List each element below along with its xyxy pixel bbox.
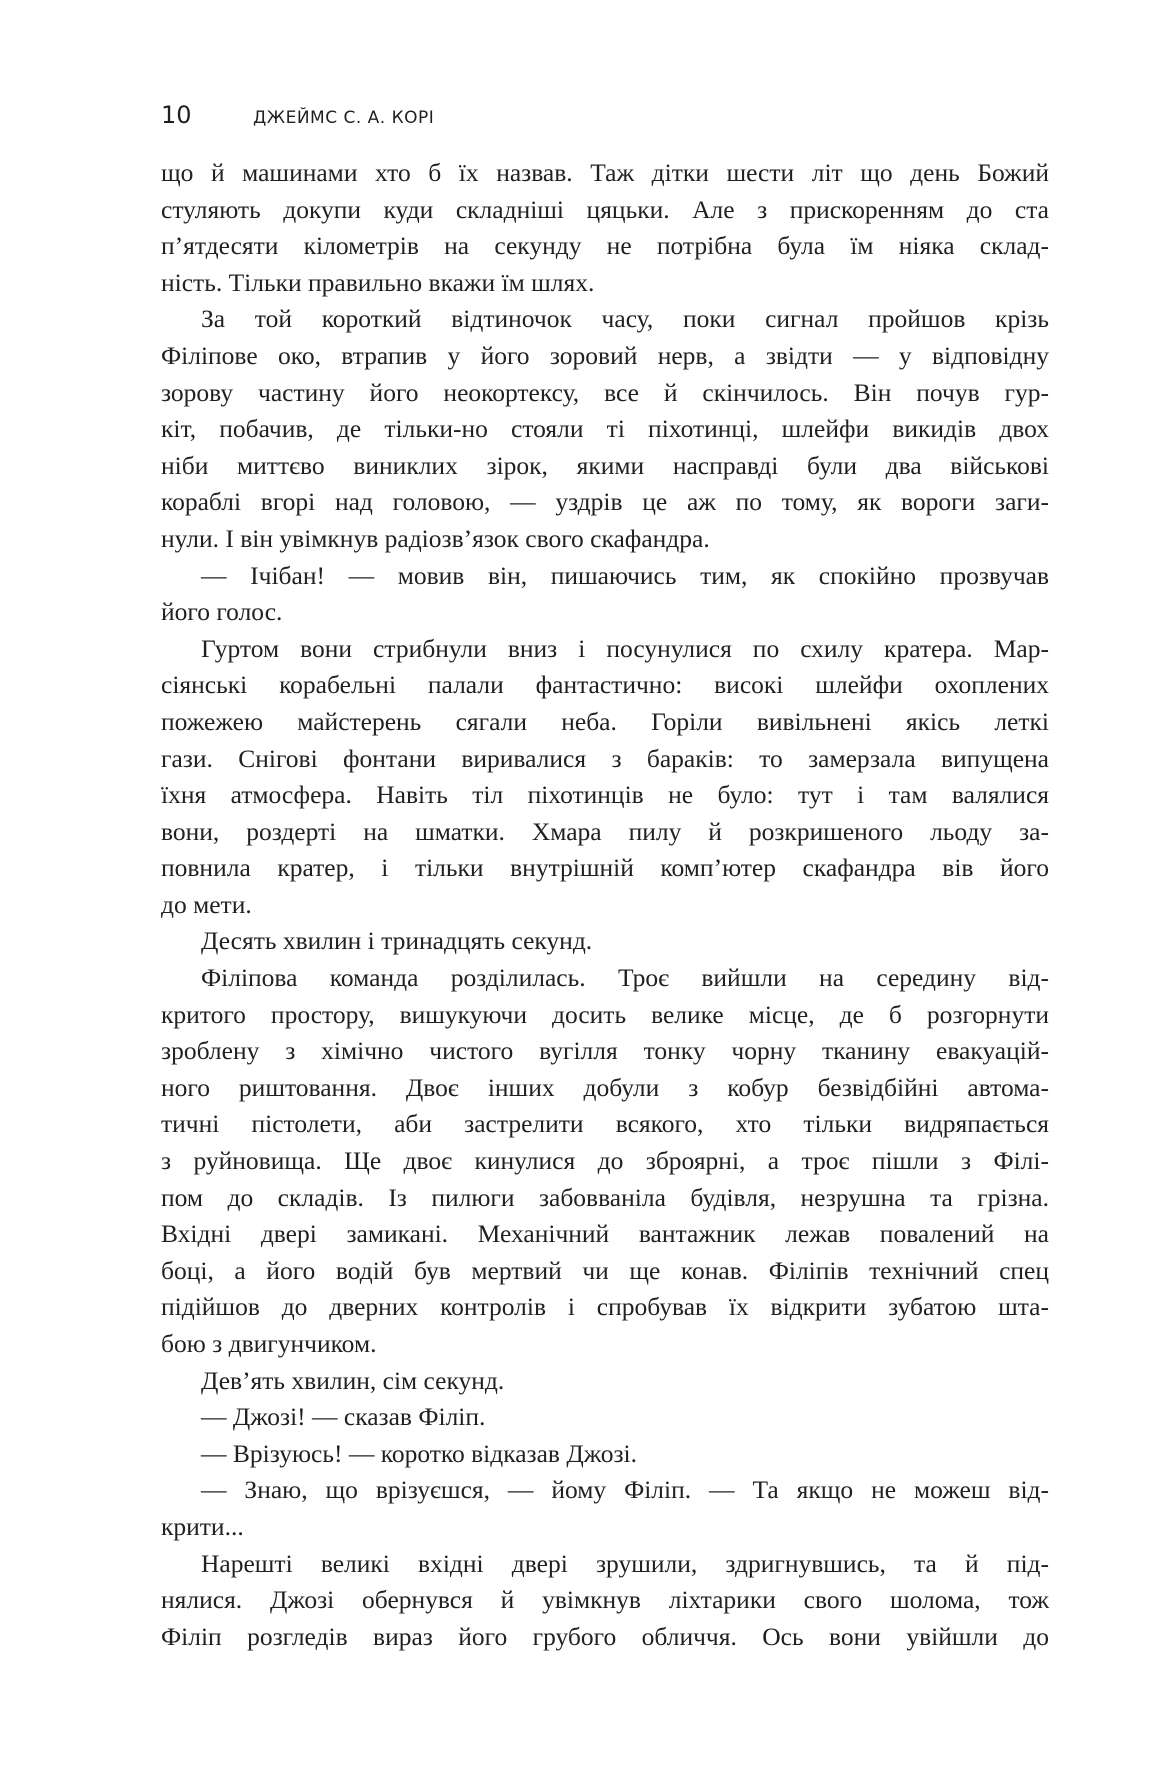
text-line: Філіпова команда розділилась. Троє вийшли на середину від- bbox=[201, 963, 1049, 993]
text-line: боці, а його водій був мертвий чи ще конав. Філіпів технічний спец bbox=[161, 1255, 1049, 1285]
text-line: пом до складів. Із пилюги забовваніла будівля, незрушна та грізна. bbox=[161, 1182, 1049, 1212]
text-line: зорову частину його неокортексу, все й скінчилось. Він почув гур- bbox=[161, 377, 1049, 407]
text-line: За той короткий відтиночок часу, поки сигнал пройшов крізь bbox=[201, 304, 1049, 334]
text-line: критого простору, вишукуючи досить велике місце, де б розгорнути bbox=[161, 999, 1049, 1029]
text-line: нялися. Джозі обернувся й увімкнув ліхтарики свого шолома, тож bbox=[161, 1585, 1049, 1615]
text-line: до мети. bbox=[161, 889, 252, 919]
text-line: тичні пістолети, аби застрелити всякого, хто тільки видряпається bbox=[161, 1109, 1049, 1139]
text-line: що й машинами хто б їх назвав. Таж дітки шести літ що день Божий bbox=[161, 158, 1049, 187]
text-line: Вхідні двері замикані. Механічний вантажник лежав повалений на bbox=[161, 1219, 1049, 1249]
text-line: його голос. bbox=[161, 597, 283, 627]
text-line: зроблену з хімічно чистого вугілля тонку чорну тканину евакуацій- bbox=[161, 1036, 1049, 1066]
body-text bbox=[161, 155, 1049, 1655]
text-line: Філіп розгледів вираз його грубого обличчя. Ось вони увійшли до bbox=[161, 1621, 1049, 1651]
text-line: — Врізуюсь! — коротко відказав Джозі. bbox=[201, 1438, 638, 1468]
text-line: кораблі вгорі над головою, — уздрів це аж по тому, як вороги заги- bbox=[161, 487, 1049, 517]
text-line: — Знаю, що врізуєшся, — йому Філіп. — Та якщо не можеш від- bbox=[201, 1475, 1049, 1505]
text-line: Десять хвилин і тринадцять секунд. bbox=[201, 926, 593, 956]
text-line: їхня атмосфера. Навіть тіл піхотинців не було: тут і там валялися bbox=[161, 780, 1049, 810]
running-head bbox=[161, 101, 434, 131]
text-line: Нарешті великі вхідні двері зрушили, здригнувшись, та й під- bbox=[201, 1548, 1049, 1578]
text-line: гази. Снігові фонтани виривалися з бараків: то замерзала випущена bbox=[161, 743, 1049, 773]
text-line: — Джозі! — сказав Філіп. bbox=[201, 1402, 486, 1432]
running-title: ДЖЕЙМС С. А. КОРІ bbox=[253, 108, 435, 128]
text-line: Філіпове око, втрапив у його зоровий нерв, а звідти — у відповідну bbox=[161, 340, 1049, 370]
text-line: бою з двигунчиком. bbox=[161, 1329, 377, 1358]
text-line: Дев’ять хвилин, сім секунд. bbox=[201, 1365, 505, 1395]
text-line: підійшов до дверних контролів і спробував їх відкрити зубатою шта- bbox=[161, 1292, 1049, 1322]
text-line: крити... bbox=[161, 1511, 244, 1541]
text-line: ного риштовання. Двоє інших добули з кобур безвідбійні автома- bbox=[161, 1072, 1049, 1102]
text-line: сіянські корабельні палали фантастично: високі шлейфи охоплених bbox=[161, 670, 1049, 700]
text-line: ніби миттєво виниклих зірок, якими насправді були два військові bbox=[161, 450, 1049, 480]
text-line: пожежею майстерень сягали неба. Горіли вивільнені якісь леткі bbox=[161, 706, 1049, 736]
text-line: кіт, побачив, де тільки-но стояли ті піхотинці, шлейфи викидів двох bbox=[161, 414, 1049, 444]
text-line: вони, роздерті на шматки. Хмара пилу й розкришеного льоду за- bbox=[161, 816, 1049, 846]
text-line: повнила кратер, і тільки внутрішній комп’ютер скафандра вів його bbox=[161, 853, 1049, 883]
text-line: Гуртом вони стрибнули вниз і посунулися по схилу кратера. Мар- bbox=[201, 633, 1049, 663]
text-line: ність. Тільки правильно вкажи їм шлях. bbox=[161, 267, 595, 297]
text-line: — Ічібан! — мовив він, пишаючись тим, як спокійно прозвучав bbox=[201, 560, 1049, 590]
text-line: п’ятдесяти кілометрів на секунду не потрібна була їм ніяка склад- bbox=[161, 231, 1049, 261]
page-number: 10 bbox=[161, 101, 192, 129]
text-line: нули. І він увімкнув радіозв’язок свого скафандра. bbox=[161, 523, 710, 553]
text-line: стуляють докупи куди складніші цяцьки. Але з прискоренням до ста bbox=[161, 194, 1049, 224]
text-line: з руйновища. Ще двоє кинулися до зброярні, а троє пішли з Філі- bbox=[161, 1146, 1049, 1176]
